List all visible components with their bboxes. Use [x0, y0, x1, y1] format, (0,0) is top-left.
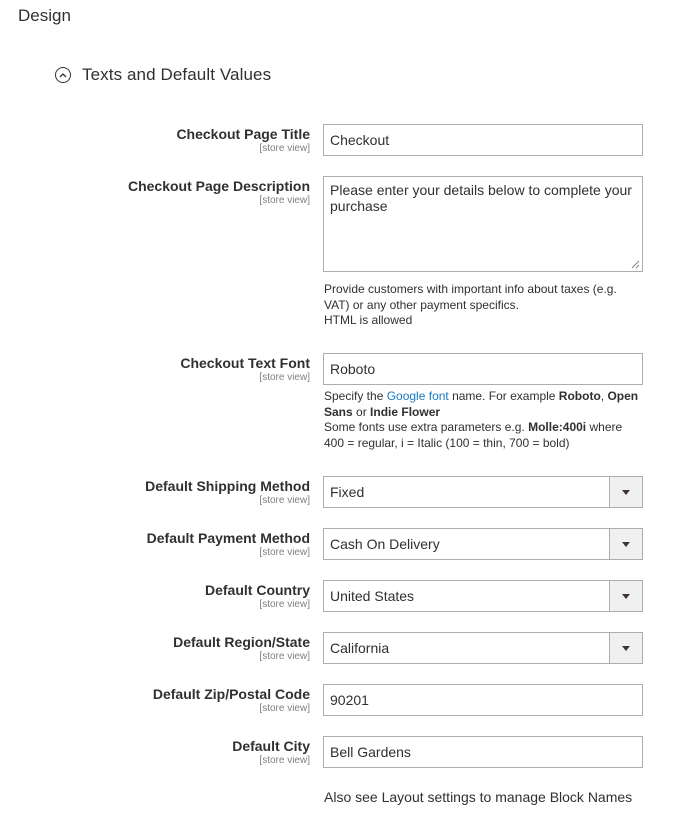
texts-defaults-toggle[interactable] [55, 65, 271, 85]
country-select[interactable]: United States [323, 580, 643, 612]
scope-label: [store view] [259, 755, 310, 766]
city-input[interactable]: Bell Gardens [323, 736, 643, 768]
group-title: Texts and Default Values [82, 65, 272, 84]
dropdown-arrow-icon[interactable] [609, 477, 642, 507]
city-label: Default City [store view] [232, 738, 310, 766]
layout-settings-note: Also see Layout settings to manage Block Names [324, 789, 633, 805]
dropdown-arrow-icon[interactable] [609, 581, 642, 611]
scope-label: [store view] [259, 651, 310, 662]
zip-input[interactable]: 90201 [323, 684, 643, 716]
text-font-label: Checkout Text Font [store view] [180, 355, 310, 383]
checkout-title-input[interactable]: Checkout [323, 124, 643, 156]
scope-label: [store view] [259, 599, 310, 610]
checkout-description-label: Checkout Page Description [store view] [127, 178, 310, 206]
payment-method-select[interactable]: Cash On Delivery [323, 528, 643, 560]
country-label: Default Country [store view] [205, 582, 310, 610]
checkout-title-label: Checkout Page Title [store view] [176, 126, 310, 154]
scope-label: [store view] [259, 547, 310, 558]
page-section-title: Design [18, 6, 71, 25]
scope-label: [store view] [259, 143, 310, 154]
shipping-method-label: Default Shipping Method [store view] [145, 478, 310, 506]
google-font-link[interactable]: Google font [386, 389, 449, 403]
scope-label: [store view] [259, 703, 310, 714]
text-font-note: Specify the Google font name. For example Roboto, Open Sans or Indie Flower Some fonts use extra parameters e.g. Molle:400i where 400 = regular, i = Italic (100 = thin, 700 = bold) [324, 389, 639, 450]
description-note: Provide customers with important info about taxes (e.g. VAT) or any other payment specifics. HTML is allowed [324, 282, 617, 327]
resize-grip-icon[interactable] [631, 260, 640, 269]
text-font-input[interactable]: Roboto [323, 353, 643, 385]
zip-label: Default Zip/Postal Code [store view] [152, 686, 310, 714]
shipping-method-select[interactable]: Fixed [323, 476, 643, 508]
region-label: Default Region/State [store view] [173, 634, 310, 662]
chevron-up-circle-icon [55, 67, 71, 83]
scope-label: [store view] [259, 195, 310, 206]
dropdown-arrow-icon[interactable] [609, 529, 642, 559]
scope-label: [store view] [259, 495, 310, 506]
region-select[interactable]: California [323, 632, 643, 664]
scope-label: [store view] [259, 372, 310, 383]
dropdown-arrow-icon[interactable] [609, 633, 642, 663]
payment-method-label: Default Payment Method [store view] [146, 530, 310, 558]
checkout-description-textarea[interactable]: Please enter your details below to complete your purchase [323, 176, 643, 272]
